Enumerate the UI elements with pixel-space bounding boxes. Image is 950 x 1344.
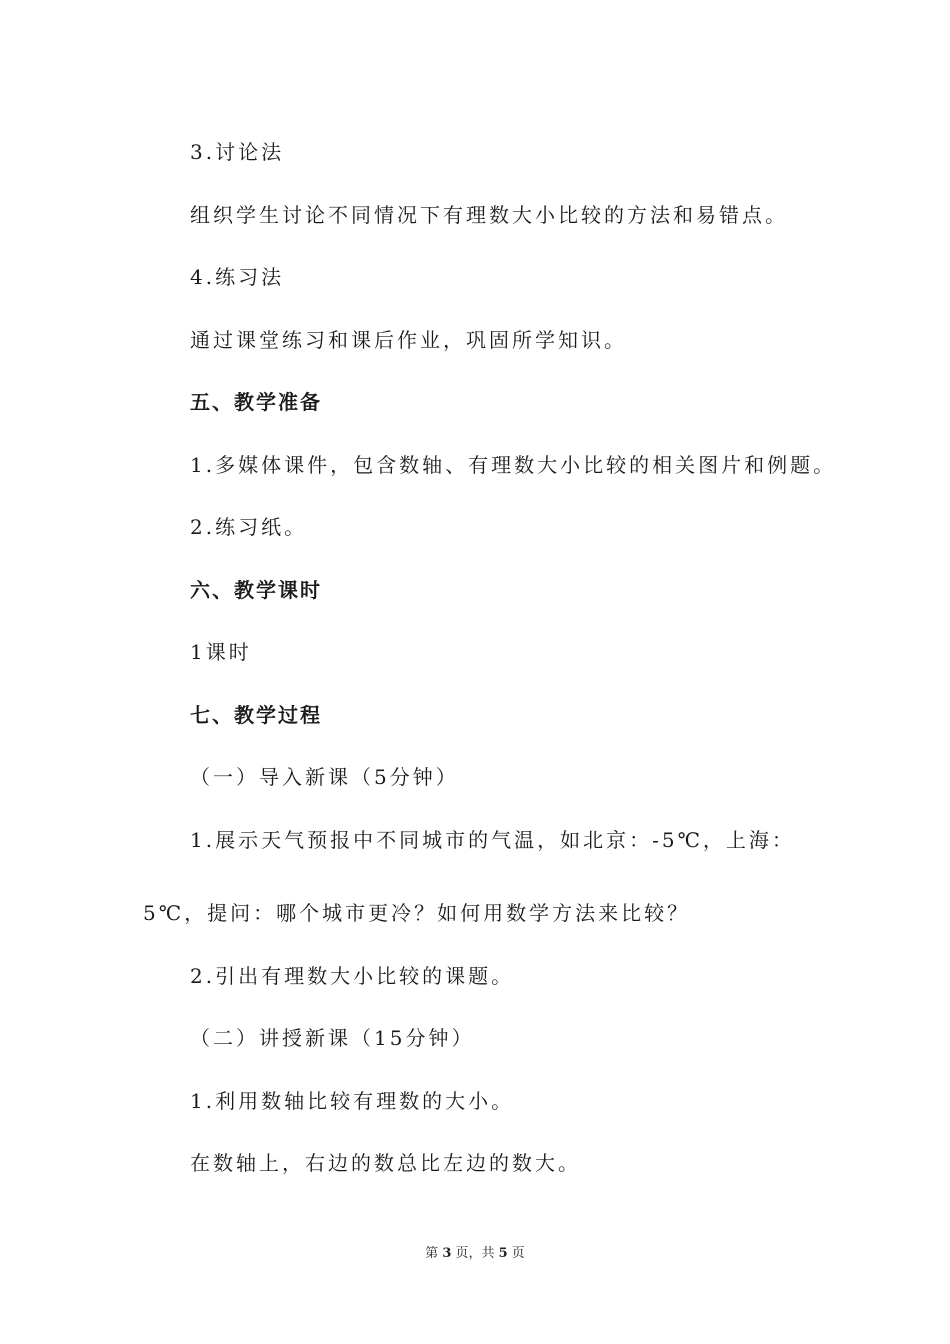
footer-prefix: 第 bbox=[425, 1246, 443, 1261]
total-pages-number: 5 bbox=[498, 1246, 508, 1261]
page-footer bbox=[0, 1245, 950, 1263]
section-7-heading: 七、教学过程 bbox=[190, 703, 322, 727]
footer-suffix: 页 bbox=[507, 1246, 525, 1261]
intro-item-1-line-1: 1.展示天气预报中不同城市的气温，如北京：-5℃，上海： bbox=[190, 828, 795, 852]
section-6-heading: 六、教学课时 bbox=[190, 578, 322, 602]
current-page-number: 3 bbox=[442, 1246, 452, 1261]
method-4-heading: 4.练习法 bbox=[190, 265, 285, 289]
lesson-item-1-text: 在数轴上，右边的数总比左边的数大。 bbox=[190, 1151, 581, 1175]
method-3-text: 组织学生讨论不同情况下有理数大小比较的方法和易错点。 bbox=[190, 203, 788, 227]
method-3-heading: 3.讨论法 bbox=[190, 140, 285, 164]
method-4-text: 通过课堂练习和课后作业，巩固所学知识。 bbox=[190, 328, 627, 352]
subsection-1-heading: （一）导入新课（5分钟） bbox=[190, 765, 459, 789]
prep-item-2: 2.练习纸。 bbox=[190, 515, 308, 539]
footer-mid: 页，共 bbox=[451, 1246, 499, 1261]
section-5-heading: 五、教学准备 bbox=[190, 390, 322, 414]
class-hours-text: 1课时 bbox=[190, 640, 252, 664]
prep-item-1: 1.多媒体课件，包含数轴、有理数大小比较的相关图片和例题。 bbox=[190, 453, 837, 477]
intro-item-2: 2.引出有理数大小比较的课题。 bbox=[190, 964, 515, 988]
lesson-item-1: 1.利用数轴比较有理数的大小。 bbox=[190, 1089, 515, 1113]
subsection-2-heading: （二）讲授新课（15分钟） bbox=[190, 1026, 475, 1050]
intro-item-1-line-2: 5℃，提问：哪个城市更冷？如何用数学方法来比较？ bbox=[143, 901, 691, 925]
